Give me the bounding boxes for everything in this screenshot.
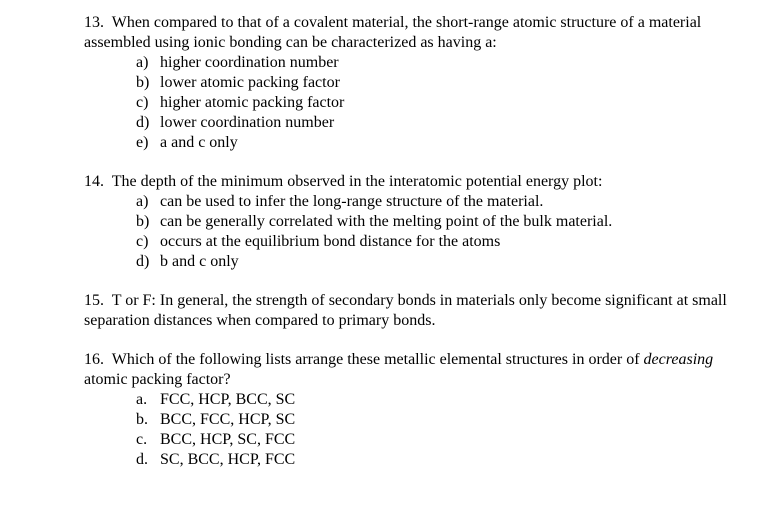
question-13-text xyxy=(84,13,744,53)
option-item xyxy=(84,430,744,450)
option-letter: b) xyxy=(136,213,150,230)
option-item xyxy=(84,450,744,470)
option-text: lower atomic packing factor xyxy=(160,74,340,91)
option-letter: d) xyxy=(136,114,150,131)
option-text: occurs at the equilibrium bond distance for the atoms xyxy=(160,233,501,250)
option-letter: e) xyxy=(136,134,149,151)
question-13-options xyxy=(84,53,744,153)
option-item xyxy=(84,113,744,133)
option-item xyxy=(84,390,744,410)
question-15 xyxy=(84,291,744,331)
option-item xyxy=(84,192,744,212)
question-14-options xyxy=(84,192,744,272)
option-text: a and c only xyxy=(160,134,238,151)
option-item xyxy=(84,410,744,430)
option-text: lower coordination number xyxy=(160,114,335,131)
option-text: BCC, HCP, SC, FCC xyxy=(160,431,296,448)
question-16-text xyxy=(84,350,744,390)
option-text: higher coordination number xyxy=(160,54,339,71)
question-number: 14. xyxy=(84,173,104,190)
spacer xyxy=(84,331,744,350)
option-item xyxy=(84,212,744,232)
question-stem: When compared to that of a covalent material, the short-range atomic structure of a material assembled using ionic bonding can be characterized as having a: xyxy=(84,14,702,51)
option-text: can be used to infer the long-range structure of the material. xyxy=(160,193,544,210)
option-item xyxy=(84,133,744,153)
option-text: FCC, HCP, BCC, SC xyxy=(160,391,296,408)
quiz-document xyxy=(84,13,744,470)
emphasis-word: decreasing xyxy=(643,351,714,368)
option-item xyxy=(84,73,744,93)
question-14-text xyxy=(84,172,744,192)
option-letter: d. xyxy=(136,451,148,468)
question-14 xyxy=(84,172,744,272)
question-16 xyxy=(84,350,744,470)
option-item xyxy=(84,252,744,272)
option-text: higher atomic packing factor xyxy=(160,94,345,111)
spacer xyxy=(84,272,744,291)
option-item xyxy=(84,93,744,113)
question-15-text xyxy=(84,291,744,331)
question-stem-end: atomic packing factor? xyxy=(84,371,231,388)
question-number: 13. xyxy=(84,14,104,31)
question-16-options xyxy=(84,390,744,470)
option-text: BCC, FCC, HCP, SC xyxy=(160,411,296,428)
option-text: can be generally correlated with the melting point of the bulk material. xyxy=(160,213,613,230)
option-letter: a. xyxy=(136,391,148,408)
question-number: 15. xyxy=(84,292,104,309)
option-letter: a) xyxy=(136,54,149,71)
option-letter: c) xyxy=(136,94,149,111)
option-item xyxy=(84,53,744,73)
question-stem: T or F: In general, the strength of secondary bonds in materials only become significant at small separation distances when compared to primary bonds. xyxy=(84,292,727,329)
option-item xyxy=(84,232,744,252)
option-text: SC, BCC, HCP, FCC xyxy=(160,451,296,468)
option-letter: c) xyxy=(136,233,149,250)
option-letter: d) xyxy=(136,253,150,270)
option-letter: b. xyxy=(136,411,148,428)
question-number: 16. xyxy=(84,351,104,368)
option-letter: a) xyxy=(136,193,149,210)
option-text: b and c only xyxy=(160,253,239,270)
question-13 xyxy=(84,13,744,153)
question-stem: The depth of the minimum observed in the interatomic potential energy plot: xyxy=(111,173,603,190)
question-stem: Which of the following lists arrange these metallic elemental structures in order of xyxy=(111,351,640,368)
option-letter: b) xyxy=(136,74,150,91)
spacer xyxy=(84,153,744,172)
option-letter: c. xyxy=(136,431,148,448)
